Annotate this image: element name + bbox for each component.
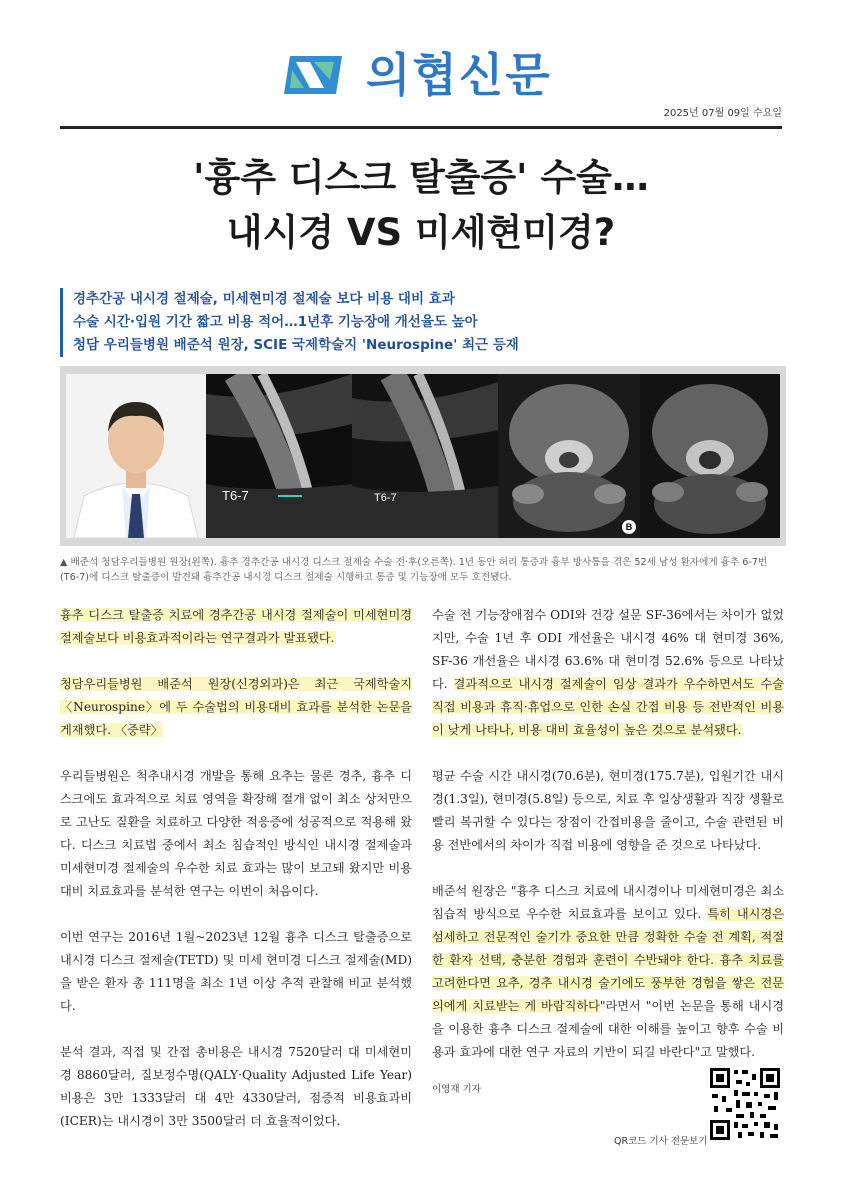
headline-line-2: 내시경 VS 미세현미경? [226,211,616,254]
highlighted-lead: 흉추 디스크 탈출증 치료에 경추간공 내시경 절제술이 미세현미경 절제술보다 비용효과적이라는 연구결과가 발표됐다. [60,608,412,645]
issue-date: 2025년 07월 09일 수요일 [663,108,782,119]
photo-caption [60,555,786,585]
subheadline-1: 경추간공 내시경 절제술, 미세현미경 절제술 보다 비용 대비 효과 [73,291,455,307]
article-text: 수술 전 기능장애점수 ODI와 건강 설문 SF-36에서는 차이가 없었지만, 수술 1년 후 ODI 개선율은 내시경 46% 대 현미경 36%, SF-36 개선율은 내시경 63.6% 대 현미경 52.6% 등으로 나타났다. [432,608,784,691]
mri-axial-preop [498,374,640,538]
article-paragraph: 평균 수술 시간 내시경(70.6분), 현미경(175.7분), 입원기간 내시경(1.3일), 현미경(5.8일) 등으로, 치료 후 일상생활과 직장 생활로 빨리 복귀할 수 있다는 장점이 간접비용을 줄이고, 수술 관련된 비용 전반에서의 차이가 직접 비용에 영향을 준 것으로 나타났다. [432,769,784,852]
mri-sagittal-postop [352,374,498,538]
article-paragraph: 분석 결과, 직접 및 간접 총비용은 내시경 7520달러 대 미세현미경 8860달러, 질보정수명(QALY·Quality Adjusted Life Year) 비용은 3만 1333달러 대 4만 4330달러, 점증적 비용효과비(ICER)는 내시경이 3만 3500달러 더 효율적이었다. [60,1045,412,1128]
subheadline-3: 청담 우리들병원 배준석 원장, SCIE 국제학술지 'Neurospine' 최근 등재 [73,337,519,353]
subheadline-2: 수술 시간·입원 기간 짧고 비용 적어…1년후 기능장애 개선율도 높아 [73,314,478,330]
mri-level-label-1: T6-7 [222,488,249,503]
article-text: 배준석 원장은 "흉추 디스크 치료에 내시경이나 미세현미경은 최소 침습적 방식으로 우수한 치료효과를 보이고 있다. [432,884,784,921]
logo-text: 의협신문 [366,48,552,102]
qr-code-label: QR코드 기사 전문보기 [614,1136,708,1147]
highlighted-text: 청담우리들병원 배준석 원장(신경외과)은 최근 국제학술지 〈Neurospine〉에 두 수술법의 비용대비 효과를 분석한 논문을 게재했다. 〈중략〉 [60,677,412,737]
masthead-divider [60,126,782,129]
figure-panel-badge: B [622,520,636,534]
mri-sagittal-preop [206,374,352,538]
article-paragraph [60,673,412,742]
subheadline-block [60,288,723,357]
doctor-portrait [66,374,206,538]
newspaper-logo[interactable] [280,50,552,100]
caption-marker-icon: ▲ [60,557,68,568]
reporter-byline: 이영재 기자 [432,1084,481,1095]
qr-code-icon[interactable] [708,1066,782,1142]
article-paragraph [432,604,784,742]
headline [60,150,782,260]
mri-axial-postop [640,374,780,538]
article-column-left [60,604,412,1156]
headline-line-1: '흉추 디스크 탈출증' 수술… [193,156,649,199]
article-paragraph: 이번 연구는 2016년 1월~2023년 12월 흉추 디스크 탈출증으로 내시경 디스크 절제술(TETD) 및 미세 현미경 디스크 절제술(MD)을 받은 환자 총 111명을 최소 1년 이상 추적 관찰해 비교 분석했다. [60,930,412,1013]
article-column-right [432,604,784,1095]
article-paragraph: 우리들병원은 척추내시경 개발을 통해 요추는 물론 경추, 흉추 디스크에도 효과적으로 치료 영역을 확장해 절개 없이 최소 상처만으로 고난도 질환을 치료하고 다양한 적응증에 성공적으로 적용해 왔다. 디스크 치료법 중에서 최소 침습적인 방식인 내시경 절제술과 미세현미경 절제술의 우수한 치료 효과는 많이 보고돼 왔지만 비용 대비 치료효과를 분석한 연구는 이번이 처음이다. [60,769,412,898]
article-paragraph [60,604,412,650]
highlighted-text: 결과적으로 내시경 절제술이 임상 결과가 우수하면서도 수술 직접 비용과 휴직·휴업으로 인한 손실 간접 비용 등 전반적인 비용이 낮게 나타나, 비용 대비 효율성이 높은 것으로 분석됐다. [432,677,784,737]
mri-level-label-2: T6-7 [374,492,397,504]
masthead [0,0,842,130]
highlighted-quote: 특히 내시경은 섬세하고 전문적인 술기가 중요한 만큼 정확한 수술 전 계획, 적절한 환자 선택, 충분한 경험과 훈련이 수반돼야 한다. 흉추 치료를 고려한다면 요추, 경추 내시경 술기에도 풍부한 경험을 쌓은 전문의에게 치료받는 게 바람직하다 [432,907,784,1013]
article-photo [60,366,786,546]
caption-line-1: 배준석 청담우리들병원 원장(왼쪽). 흉추 경추간공 내시경 디스크 절제술 수술 전·후(오른쪽). 1년 동안 허리 통증과 흉부 방사통을 겪은 52세 남성 환자에게 흉추 6-7번 [70,557,768,568]
logo-mark-icon [280,50,352,100]
article-text: "라면서 "이번 논문을 통해 내시경을 이용한 흉추 디스크 절제술에 대한 이해를 높이고 향후 수술 비용과 효과에 대한 연구 자료의 기반이 되길 바란다"고 말했다. [432,999,784,1059]
caption-line-2: (T6-7)에 디스크 탈출증이 발견돼 흉추간공 내시경 디스크 절제술 시행하고 통증 및 기능장애 모두 호전됐다. [60,572,512,583]
article-paragraph [432,880,784,1064]
